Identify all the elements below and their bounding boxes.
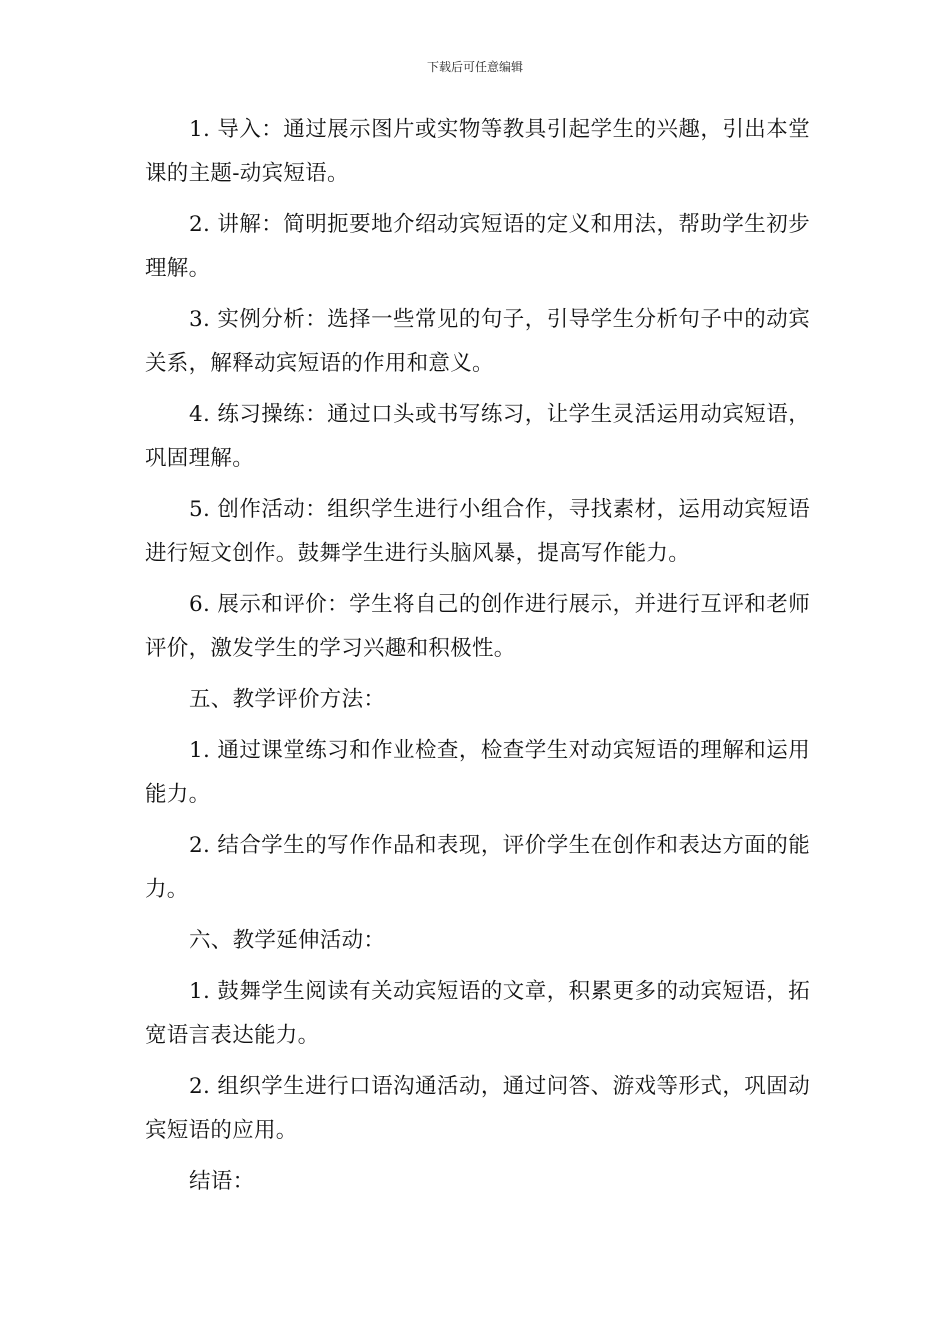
extension-item-1: 1. 鼓舞学生阅读有关动宾短语的文章，积累更多的动宾短语，拓宽语言表达能力。 — [145, 979, 810, 1048]
step-creation-paragraph: 5. 创作活动：组织学生进行小组合作，寻找素材，运用动宾短语进行短文创作。鼓舞学生进行头脑风暴，提高写作能力。 — [145, 497, 810, 566]
section-heading-extension: 六、教学延伸活动： — [189, 928, 386, 953]
step-explain-paragraph: 2. 讲解：简明扼要地介绍动宾短语的定义和用法，帮助学生初步理解。 — [145, 212, 810, 281]
step-intro-paragraph: 1. 导入：通过展示图片或实物等教具引起学生的兴趣，引出本堂课的主题-动宾短语。 — [145, 117, 810, 186]
page-header: 下载后可任意编辑 — [426, 60, 523, 74]
document-body — [145, 108, 810, 1211]
section-heading-evaluation: 五、教学评价方法： — [189, 687, 386, 712]
step-practice-paragraph: 4. 练习操练：通过口头或书写练习，让学生灵活运用动宾短语，巩固理解。 — [145, 402, 810, 471]
conclusion-heading: 结语： — [189, 1169, 255, 1194]
extension-item-2: 2. 组织学生进行口语沟通活动，通过问答、游戏等形式，巩固动宾短语的应用。 — [145, 1074, 810, 1143]
step-example-analysis-paragraph: 3. 实例分析：选择一些常见的句子，引导学生分析句子中的动宾关系，解释动宾短语的作用和意义。 — [145, 307, 810, 376]
evaluation-item-2: 2. 结合学生的写作作品和表现，评价学生在创作和表达方面的能力。 — [145, 833, 810, 902]
step-presentation-paragraph: 6. 展示和评价：学生将自己的创作进行展示，并进行互评和老师评价，激发学生的学习兴趣和积极性。 — [145, 592, 810, 661]
evaluation-item-1: 1. 通过课堂练习和作业检查，检查学生对动宾短语的理解和运用能力。 — [145, 738, 810, 807]
